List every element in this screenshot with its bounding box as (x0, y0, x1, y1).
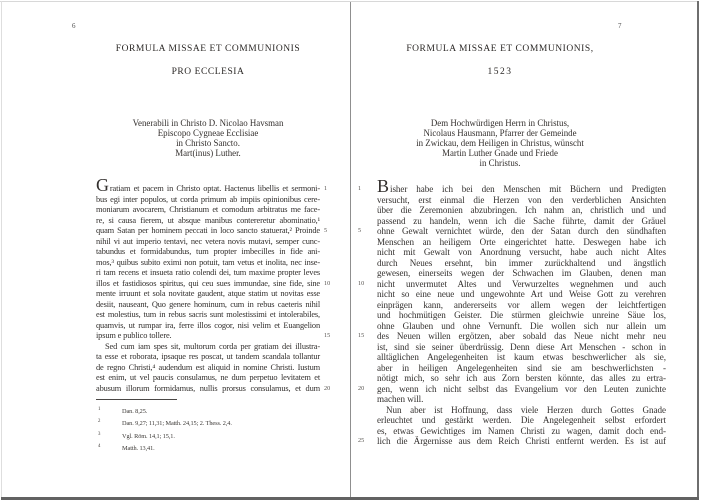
body-text-german (358, 176, 666, 447)
frame-bottom-edge (1, 497, 699, 500)
body-line: des Neuen willen ergötzen, aber sobald das Neue nicht mehr neu 15 (358, 331, 666, 341)
body-line: gewesen, einerseits wegen der Schwachen im Glauben, denen man (377, 268, 666, 278)
margin-line-number: 5 (324, 227, 328, 234)
page-subtitle: PRO ECCLESIA (171, 67, 245, 77)
dedication-line: Dem Hochwürdigen Herrn in Christus, (430, 118, 570, 128)
body-line: machen will. (377, 394, 424, 404)
footnote-number: 4 (98, 443, 101, 449)
margin-line-number: 15 (324, 332, 331, 339)
dedication-line: in Christo Sancto. (176, 138, 240, 148)
body-line: aber in heiligen Angelegenheiten sind sie am beschwerlichsten - (377, 362, 666, 373)
body-line: bus egi inter populos, ut corda primum ab impiis opinionibus cere- (96, 194, 320, 204)
body-line: ohne Glauben und ohne Vernunft. Die wollen sich nur allein um (377, 320, 666, 331)
body-line: est molestius, tum in rebus sacris sunt molestissimi et intolerabiles, (96, 310, 320, 319)
body-line: Bisher habe ich bei den Menschen mit Büchern und Predigten 1 (358, 176, 666, 196)
page-subtitle: 1523 (487, 67, 513, 77)
body-line: gen, wenn ich nicht selbst das Evangelium vor den Leuten zunichte 20 (358, 383, 666, 394)
body-line: quamvis, ut rumpar ira, ferre illos cogor, nisi velim et Euangelion (96, 320, 320, 330)
body-line: ist, sind sie seiner überdrüssig. Denn diese Art Menschen - schon in (377, 341, 666, 352)
body-line: mente irruunt et sola novitate gaudent, atque statim ut novitas esse (96, 289, 320, 298)
body-line: es, etwas Gewichtiges im Namen Christi zu wagen, damit doch end- (377, 425, 666, 436)
drop-cap-initial: G (96, 175, 109, 195)
body-line: ta esse et roborata, ipsaque res poscat, ut tandem scandala tollantur (96, 352, 320, 361)
body-line: durch Neues ersehnt, bin immer zurückhaltend und ängstlich (377, 257, 666, 268)
body-line: nicht so eine neue und ungewohnte Art und Weise Gott zu verehren (377, 289, 666, 299)
footnotes-block (96, 403, 342, 452)
margin-line-number: 10 (358, 279, 365, 287)
body-line: ipsum e publico tollere. 15 (96, 331, 320, 342)
dedication-line: Mart(inus) Luther. (175, 148, 241, 158)
body-line: est enim, ut vel paucis consulamus, ne dum perpetuo levitatem et (96, 373, 320, 382)
page-number: 7 (618, 22, 622, 30)
footnote-text: Matth. 13,41. (122, 444, 155, 452)
page-right-german (352, 2, 696, 496)
drop-cap-initial: B (377, 176, 389, 196)
body-line: desiit, nauseant, Quo genere hominum, cum in rebus caeteris nihil (96, 299, 320, 309)
margin-line-number: 1 (358, 185, 362, 192)
body-line: einprägen kann, andererseits vor allem wegen der leichtfertigen (377, 299, 666, 310)
dedication-line: in Christus. (479, 158, 521, 168)
body-line: lich die Ärgernisse aus dem Reich Christi entfernt werden. Es ist auf 25 (358, 436, 666, 446)
margin-line-number: 5 (358, 227, 362, 234)
footnote-text: Dan. 9,27; 11,31; Matth. 24,15; 2. Thess. 2,4. (122, 420, 232, 428)
body-line: re, si causa fierem, ut absque manibus contereretur abominatio,¹ (96, 215, 320, 225)
footnote (96, 428, 342, 440)
body-line: moniarum avocarem, Christianum et comodum arbitratus me face- (96, 205, 320, 214)
body-line: illos et fastidiosos spiritus, qui ceu sues immundae, sine fide, sine 10 (96, 279, 320, 290)
margin-line-number: 20 (358, 384, 365, 392)
body-line: ri tam recens et insueta ratio colendi dei, tum maxime propter leves (96, 268, 320, 277)
body-line: Menschen an heiligem Orte eingerichtet hatte. Deswegen habe ich (377, 236, 666, 247)
footnote-text: Vgl. Röm. 14,1; 15,1. (122, 432, 175, 440)
footnote-text: Dan. 8,25. (122, 408, 148, 415)
body-line: alltäglichen Angelegenheiten ist kaum etwas beschwerlicher als sie, (377, 352, 666, 362)
page-title: FORMULA MISSAE ET COMMUNIONIS, (406, 44, 594, 54)
dedication-line: Nicolaus Hausmann, Pfarrer der Gemeinde (423, 128, 577, 138)
body-line: nicht mit Gewalt von Anordnung versucht, habe auch nicht Altes (377, 247, 666, 257)
body-line: nicht unvermutet Altes und Verwurzeltes wegnehmen und auch 10 (358, 278, 666, 289)
body-line: Gratiam et pacem in Christo optat. Hactenus libellis et sermoni- 1 (96, 184, 320, 195)
footnote-number: 1 (98, 407, 101, 412)
body-line: über die Zeremonien abzubringen. Ich nahm an, christlich und und (377, 205, 666, 215)
dedication-line: Episcopo Cygneae Ecclisiae (157, 128, 259, 138)
body-line: de regno Christi,⁴ audendum est aliquid in nomine Christi. Iustum (96, 362, 320, 372)
body-line: nötigt mich, so sehr ich aus Zorn bersten könnte, das alles zu ertra- (377, 373, 666, 383)
margin-line-number: 15 (358, 332, 365, 339)
body-line: Nun aber ist Hoffnung, dass viele Herzen durch Gottes Gnade (386, 404, 666, 415)
dedication-block (96, 118, 320, 158)
page-gutter-divider (350, 2, 351, 497)
body-line: versucht, erst einmal die Herzen von den verderblichen Ansichten (377, 194, 666, 205)
dedication-line: Venerabili in Christo D. Nicolao Havsman (132, 118, 284, 128)
body-line: ohne Gewalt vernichtet würde, den der Satan durch den sündhaften 5 (358, 226, 666, 236)
frame-right-edge (697, 1, 699, 499)
dedication-line: Martin Luther Gnade und Friede (442, 148, 558, 158)
body-line: quam Satan per hominem peccati in loco sancto statuerat,² Proinde 5 (96, 226, 320, 237)
footnote-rule (96, 399, 177, 400)
body-line: passend zu handeln, wenn ich die Sache führte, damit der Gräuel (377, 215, 666, 226)
margin-line-number: 1 (324, 185, 328, 192)
body-line: und hochmütigen Geister. Die stürmen gleichwie unreine Säue los, (377, 310, 666, 320)
dedication-block (360, 118, 640, 168)
page-number: 6 (72, 22, 76, 30)
body-line: erleuchtet und gestärkt werden. Die Angelegenheit selbst erfordert (377, 415, 666, 425)
footnote (96, 415, 342, 427)
body-line: mos,³ quibus subito eximi non potuit, tam vetus et inolita, nec inse- (96, 257, 320, 267)
body-line: abusum illorum formidamus, nullis prorsus consulamus, et dum 20 (96, 384, 320, 395)
body-line: nihil vi aut imperio tentavi, nec vetera novis mutavi, semper cunc- (96, 236, 320, 246)
margin-line-number: 10 (324, 279, 331, 287)
page-left-latin (2, 2, 348, 496)
margin-line-number: 25 (358, 437, 365, 444)
footnote (96, 440, 342, 452)
footnote-number: 2 (98, 419, 101, 425)
footnote-number: 3 (98, 431, 101, 437)
dedication-line: in Zwickau, dem Heiligen in Christus, wünscht (416, 138, 584, 148)
margin-line-number: 20 (324, 384, 331, 392)
footnote (96, 403, 342, 415)
body-line: tabundus et formidabundus, tum propter imbecilles in fide ani- (96, 247, 320, 256)
body-line: Sed cum iam spes sit, multorum corda per gratiam dei illustra- (105, 341, 320, 351)
page-title: FORMULA MISSAE ET COMMUNIONIS (115, 44, 301, 54)
body-text-latin (96, 175, 331, 394)
